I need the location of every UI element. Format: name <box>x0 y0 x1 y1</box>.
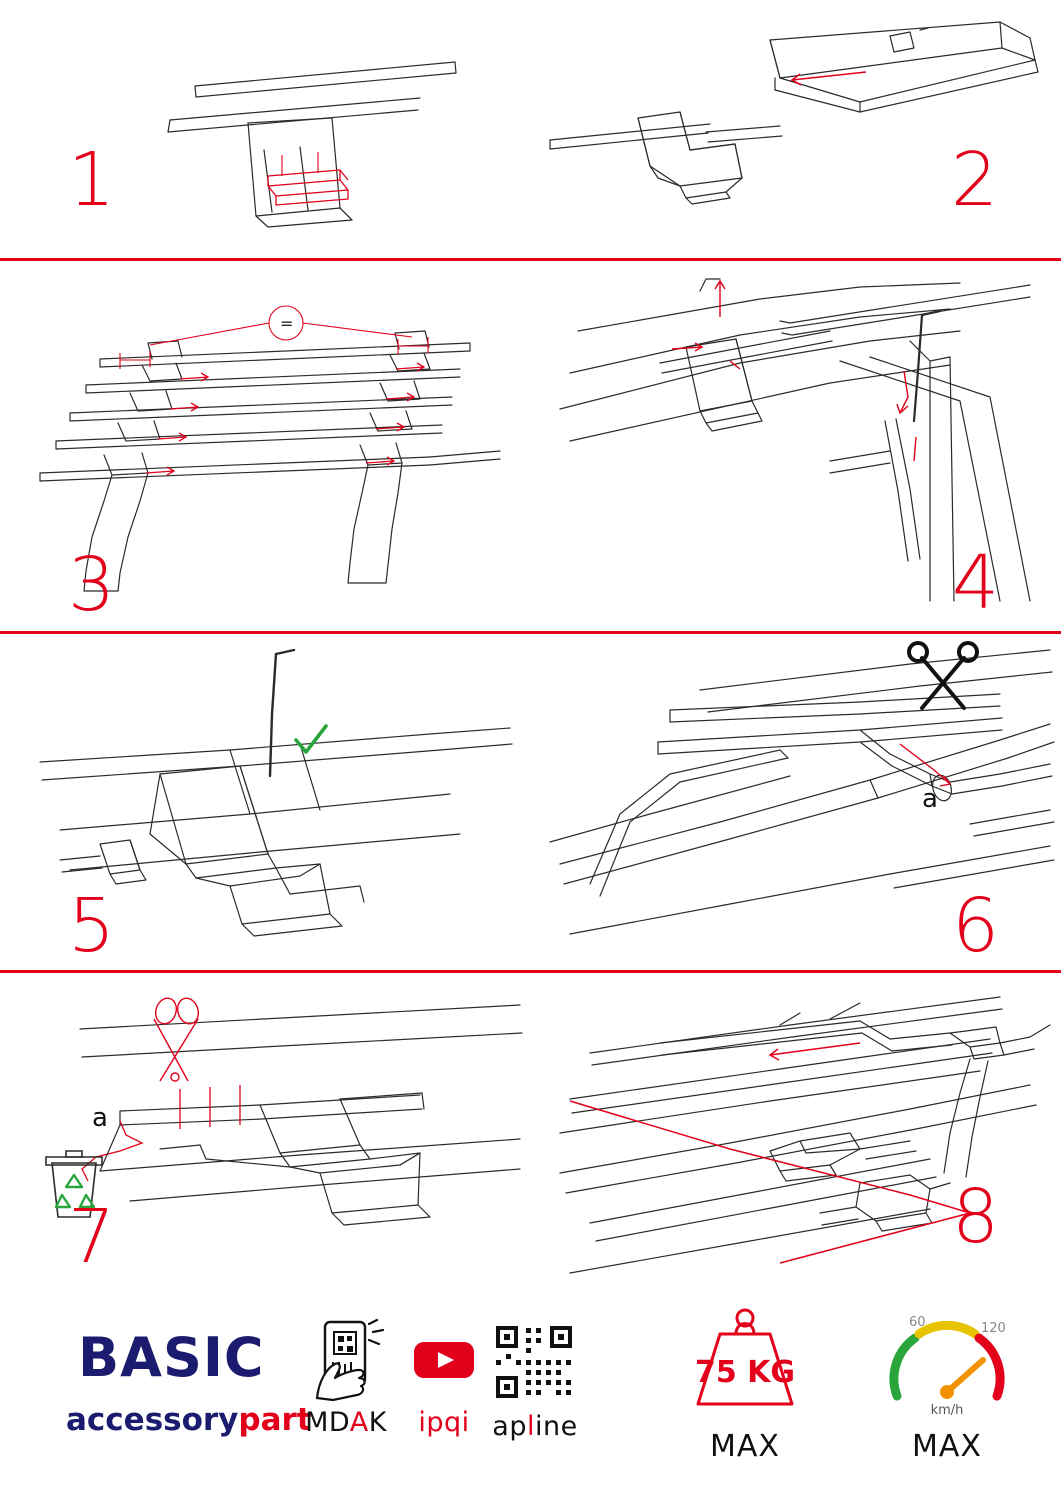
qr-code-icon[interactable] <box>492 1322 578 1402</box>
step-panel-8 <box>530 973 1061 1290</box>
step-5-number: 5 <box>68 883 115 969</box>
mdak-accent: A <box>349 1407 369 1438</box>
speed-tick-60: 60 <box>909 1315 926 1330</box>
step-panel-7 <box>0 973 530 1290</box>
step-6-callout-a: a <box>922 784 938 814</box>
weight-icon <box>680 1304 810 1422</box>
mdak-suffix: K <box>368 1407 387 1438</box>
step-panel-4 <box>530 261 1061 631</box>
max-load-block <box>650 1304 840 1464</box>
max-speed-caption: MAX <box>912 1429 982 1464</box>
speed-tick-120: 120 <box>981 1321 1006 1336</box>
equal-symbol: = <box>280 314 294 333</box>
step-panel-2 <box>530 0 1061 258</box>
max-load-caption: MAX <box>710 1429 780 1464</box>
apline-suffix: ine <box>534 1411 578 1442</box>
mdak-prefix: MD <box>305 1407 350 1438</box>
step-7-number: 7 <box>68 1194 115 1280</box>
step-panel-6 <box>530 634 1061 970</box>
logo-apline-caption <box>470 1411 600 1442</box>
logo-mdak-caption <box>286 1407 406 1438</box>
brand-accessory-part <box>66 1402 312 1438</box>
speed-unit: km/h <box>930 1403 964 1418</box>
step-panel-3 <box>0 261 530 631</box>
step-4-number: 4 <box>952 540 999 626</box>
logo-apline <box>470 1322 600 1442</box>
footer <box>0 1290 1061 1500</box>
apline-accent: l <box>526 1411 535 1442</box>
step-panel-5 <box>0 634 530 970</box>
step-6-number: 6 <box>952 883 999 969</box>
brand-accessory-text: accessory <box>66 1402 239 1438</box>
youtube-icon[interactable] <box>413 1338 475 1382</box>
qr-scan-hand-icon <box>303 1318 389 1402</box>
max-load-value: 75 KG <box>694 1355 796 1390</box>
step-8-number: 8 <box>952 1174 999 1260</box>
apline-prefix: ap <box>492 1411 527 1442</box>
step-1-number: 1 <box>68 137 115 223</box>
brand-basic: BASIC <box>78 1326 265 1389</box>
brand-part-text: part <box>238 1402 312 1438</box>
speedometer-icon <box>879 1304 1015 1422</box>
logo-ipqi-caption: ipqi <box>418 1407 470 1438</box>
step-panel-1 <box>0 0 530 258</box>
max-speed-block <box>852 1304 1042 1464</box>
step-2-number: 2 <box>951 137 998 223</box>
logo-mdak <box>286 1318 406 1438</box>
step-7-callout-a: a <box>92 1103 108 1133</box>
step-3-number: 3 <box>68 542 115 628</box>
